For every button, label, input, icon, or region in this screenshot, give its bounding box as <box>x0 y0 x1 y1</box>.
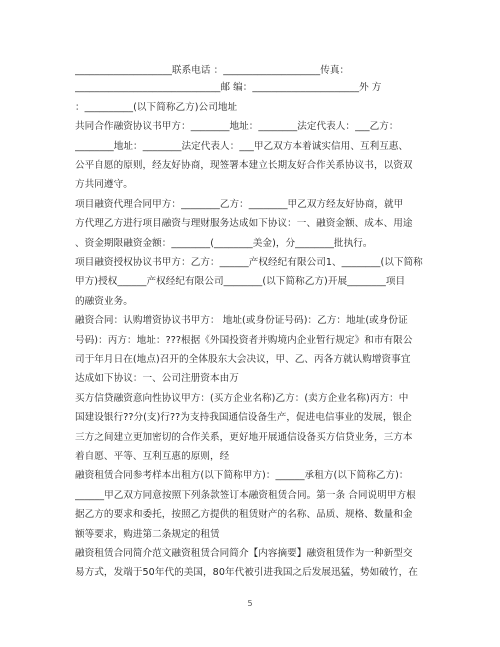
text-line: 三方之间建立更加密切的合作关系，更好地开展通信设备买方信贷业务，三方本 <box>75 432 413 443</box>
text-line: 融资合同：认购增资协议书甲方： 地址(或身份证号码)：乙方：地址(或身份证 <box>75 315 408 326</box>
text-line: 公平自愿的原则，经友好协商，现签署本建立长期友好合作关系协议书，以资双 <box>75 160 413 171</box>
text-line: ________地址：________法定代表人：___甲乙双方本着诚实信用、互利互惠、 <box>75 141 409 152</box>
text-line: 项目融资授权协议书甲方：乙方：______产权经纪有限公司1、________(以下简称 <box>75 257 423 268</box>
text-line: 融资租赁合同参考样本出租方(以下简称甲方)：______承租方(以下简称乙方)： <box>75 470 409 481</box>
text-line: 号码)：丙方：地址：???根据《外国投资者并购境内企业暂行规定》和市有限公 <box>75 335 413 346</box>
text-line: 买方信贷融资意向性协议甲方：(买方企业名称)乙方：(卖方企业名称)丙方：中 <box>75 393 409 404</box>
text-line: ______甲乙双方同意按照下列条款签订本融资租赁合同。第一条 合同说明甲方根 <box>75 490 416 501</box>
text-line: 方代理乙方进行项目融资与理财服务达成如下协议：一、融资金额、成本、用途 <box>75 218 413 229</box>
text-line: 达成如下协议：一、公司注册资本由万 <box>75 373 239 384</box>
text-line: 易方式，发端于50年代的美国，80年代被引进我国之后发展迅猛，势如破竹，在 <box>75 567 418 578</box>
text-line: ____________________联系电话 ：____________________传真： <box>75 65 350 76</box>
text-line: 额等要求，购进第二条规定的租赁 <box>75 529 220 540</box>
text-line: 司于年月日在(地点)召开的全体股东大会决议，甲、乙、丙各方就认购增资事宜 <box>75 354 411 365</box>
text-line: 着自愿、平等、互利互惠的原则，经 <box>75 451 230 462</box>
text-line: 、资金期限融资金额：________(________美金)，分________批执行。 <box>75 238 373 249</box>
text-line: 融资租赁合同简介范文融资租赁合同简介【内容摘要】融资租赁作为一种新型交 <box>75 548 413 559</box>
text-line: 共同合作融资协议书甲方：________地址：________法定代表人：___乙方： <box>75 121 399 132</box>
text-line: 方共同遵守。 <box>75 179 133 190</box>
text-line: 甲方)授权______产权经纪有限公司________(以下简称乙方)开展________项目 <box>75 276 406 287</box>
text-line: 的融资业务。 <box>75 296 133 307</box>
text-line: 项目融资代理合同甲方：________乙方：________甲乙双方经友好协商，就甲 <box>75 199 404 210</box>
text-line: 国建设银行??分(支)行??为支持我国通信设备生产，促进电信事业的发展，银企 <box>75 412 412 423</box>
page-number: 5 <box>247 599 253 608</box>
text-line: ______________________________邮 编：______________________外 方 <box>75 82 382 93</box>
text-line: ：__________(以下简称乙方)公司地址 <box>75 102 238 113</box>
text-line: 据乙方的要求和委托，按照乙方提供的租赁财产的名称、品质、规格、数量和金 <box>75 509 413 520</box>
